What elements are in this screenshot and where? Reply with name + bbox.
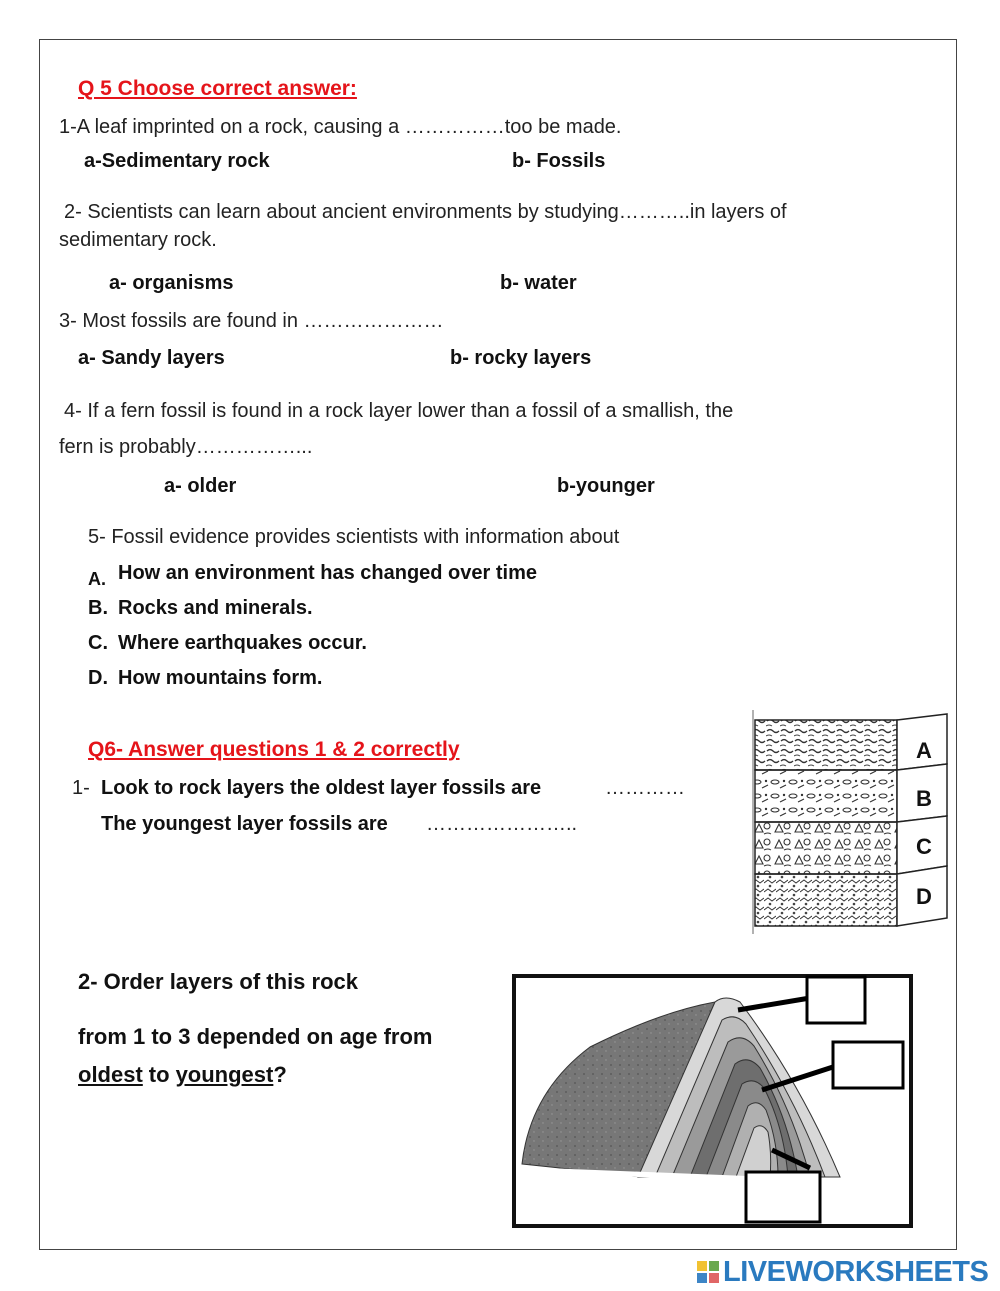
layer-c — [755, 822, 897, 874]
q6-2-line1: 2- Order layers of this rock — [78, 969, 358, 994]
brand-name: LIVEWORKSHEETS — [723, 1255, 989, 1288]
q5-3-option-a[interactable]: a- Sandy layers — [78, 347, 225, 369]
layer-a — [755, 720, 897, 770]
q5-5-option-d[interactable]: How mountains form. — [118, 667, 323, 689]
layer-label-c: C — [916, 834, 932, 859]
q5-3-option-b[interactable]: b- rocky layers — [450, 347, 592, 369]
layer-d — [755, 874, 897, 926]
layer-label-d: D — [916, 884, 932, 909]
q5-5-option-a-letter: A. — [88, 569, 106, 589]
q5-5-option-c[interactable]: Where earthquakes occur. — [118, 632, 367, 654]
q5-1-question: 1-A leaf imprinted on a rock, causing a ……………too be made. — [59, 116, 622, 138]
layer-b — [755, 770, 897, 822]
q5-5-option-c-letter: C. — [88, 632, 108, 654]
q6-heading: Q6- Answer questions 1 & 2 correctly — [88, 738, 460, 761]
q5-5-option-b-letter: B. — [88, 597, 108, 619]
q6-2-line3 — [78, 1064, 287, 1086]
question-mark: ? — [273, 1062, 287, 1087]
q5-4-option-b[interactable]: b-younger — [557, 475, 655, 497]
q5-4-option-a[interactable]: a- older — [164, 475, 237, 497]
q6-1-line2: The youngest layer fossils are — [101, 813, 388, 835]
q5-5-question: 5- Fossil evidence provides scientists with information about — [88, 526, 620, 548]
q5-2-question-cont: sedimentary rock. — [59, 229, 217, 251]
liveworksheets-logo-icon — [697, 1261, 719, 1283]
q5-4-question-cont: fern is probably……………... — [59, 436, 313, 458]
q6-1-text: Look to rock layers the oldest layer fossils are — [101, 777, 542, 799]
layer-label-b: B — [916, 786, 932, 811]
q5-1-option-b[interactable]: b- Fossils — [512, 150, 606, 172]
word-youngest: youngest — [175, 1062, 274, 1087]
folded-rock-diagram — [510, 972, 915, 1230]
brand-logo — [697, 1257, 988, 1287]
rock-layers-diagram — [752, 708, 957, 936]
q6-2-line2: from 1 to 3 depended on age from — [78, 1024, 433, 1049]
layer-label-a: A — [916, 738, 932, 763]
q6-1-oldest-blank[interactable]: ………… — [605, 777, 685, 799]
q6-1-number: 1- — [72, 777, 90, 799]
word-oldest: oldest — [78, 1062, 143, 1087]
q5-heading: Q 5 Choose correct answer: — [78, 77, 357, 100]
q5-5-option-b[interactable]: Rocks and minerals. — [118, 597, 313, 619]
q5-3-question: 3- Most fossils are found in ………………… — [59, 310, 444, 332]
q5-5-option-a[interactable]: How an environment has changed over time — [118, 562, 537, 584]
word-to: to — [148, 1062, 170, 1087]
q6-1-youngest-blank[interactable]: ………………….. — [426, 813, 578, 835]
q5-1-option-a[interactable]: a-Sedimentary rock — [84, 150, 270, 172]
q5-2-question: 2- Scientists can learn about ancient environments by studying………..in layers of — [64, 201, 787, 223]
q5-4-question: 4- If a fern fossil is found in a rock layer lower than a fossil of a smallish, the — [64, 400, 734, 422]
q5-5-option-d-letter: D. — [88, 667, 108, 689]
q5-2-option-b[interactable]: b- water — [500, 272, 577, 294]
q5-2-option-a[interactable]: a- organisms — [109, 272, 234, 294]
